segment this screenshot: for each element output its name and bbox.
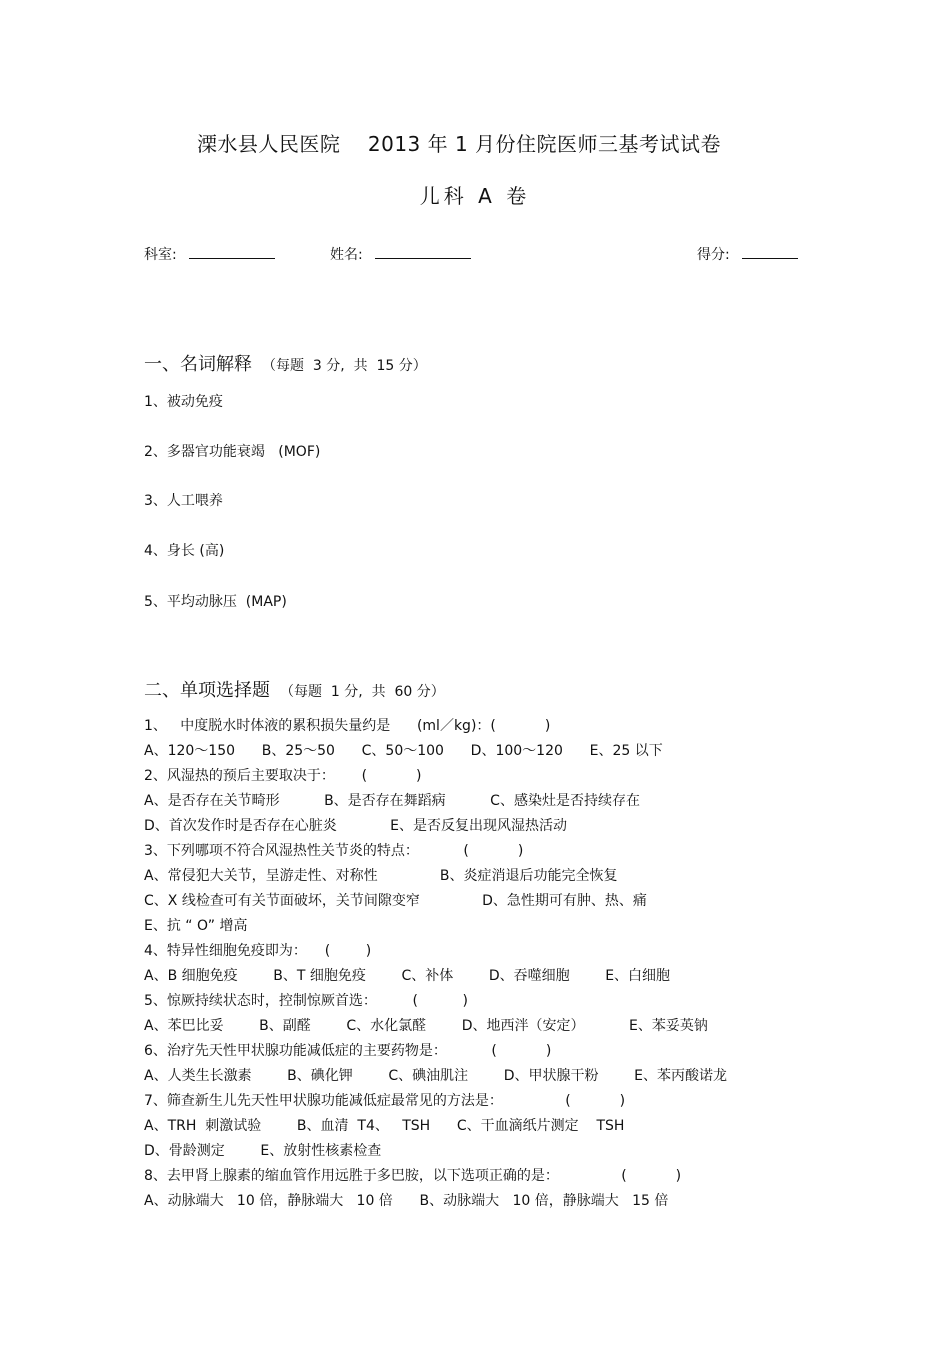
section2-note: （每题 1 分, 共 60 分） <box>280 684 445 700</box>
dept-label: 科室: <box>144 247 177 263</box>
score-blank[interactable] <box>742 244 798 259</box>
question-line: 7、筛查新生儿先天性甲状腺功能减低症最常见的方法是： ( ) <box>144 1093 626 1109</box>
option-line: D、首次发作时是否存在心脏炎 E、是否反复出现风湿热活动 <box>144 818 568 834</box>
exam-title: 溧水县人民医院 2013 年 1 月份住院医师三基考试试卷 <box>196 132 722 156</box>
option-line: A、动脉端大 10 倍，静脉端大 10 倍 B、动脉端大 10 倍，静脉端大 15 倍 <box>144 1193 669 1209</box>
option-line: A、是否存在关节畸形 B、是否存在舞蹈病 C、感染灶是否持续存在 <box>144 793 640 809</box>
question-line: 3、下列哪项不符合风湿热性关节炎的特点： ( ) <box>144 843 524 859</box>
section1-heading <box>144 350 427 376</box>
term-item: 4、身长 (高) <box>144 543 225 559</box>
term-item: 5、平均动脉压 (MAP) <box>144 594 287 610</box>
option-line: A、TRH 刺激试验 B、血清 T4、 TSH C、干血滴纸片测定 TSH <box>144 1118 625 1134</box>
option-line: E、抗 “ O” 增高 <box>144 918 248 934</box>
question-line: 5、惊厥持续状态时，控制惊厥首选： ( ) <box>144 993 468 1009</box>
question-line: 4、特异性细胞免疫即为： ( ) <box>144 943 372 959</box>
score-label: 得分: <box>697 247 730 263</box>
question-line: 2、风湿热的预后主要取决于： ( ) <box>144 768 422 784</box>
option-line: A、120～150 B、25～50 C、50～100 D、100～120 E、25 以下 <box>144 743 663 759</box>
score-field[interactable] <box>697 244 798 264</box>
name-label: 姓名: <box>330 247 363 263</box>
option-line: D、骨龄测定 E、放射性核素检查 <box>144 1143 382 1159</box>
option-line: A、苯巴比妥 B、副醛 C、水化氯醛 D、地西泮（安定） E、苯妥英钠 <box>144 1018 708 1034</box>
name-field[interactable] <box>330 244 471 264</box>
question-line: 8、去甲肾上腺素的缩血管作用远胜于多巴胺，以下选项正确的是： ( ) <box>144 1168 682 1184</box>
term-item: 1、被动免疫 <box>144 394 223 410</box>
name-blank[interactable] <box>375 244 471 259</box>
dept-blank[interactable] <box>189 244 275 259</box>
term-item: 2、多器官功能衰竭 (MOF) <box>144 444 321 460</box>
section2-title: 二、单项选择题 <box>144 680 270 701</box>
option-line: A、B 细胞免疫 B、T 细胞免疫 C、补体 D、吞噬细胞 E、白细胞 <box>144 968 671 984</box>
exam-subtitle: 儿科 A 卷 <box>419 184 531 208</box>
question-line: 1、 中度脱水时体液的累积损失量约是 (ml／kg)：( ) <box>144 718 551 734</box>
section1-title: 一、名词解释 <box>144 354 252 375</box>
dept-field[interactable] <box>144 244 275 264</box>
section1-note: （每题 3 分, 共 15 分） <box>262 358 427 374</box>
option-line: A、常侵犯大关节，呈游走性、对称性 B、炎症消退后功能完全恢复 <box>144 868 618 884</box>
option-line: C、X 线检查可有关节面破坏，关节间隙变窄 D、急性期可有肿、热、痛 <box>144 893 647 909</box>
question-line: 6、治疗先天性甲状腺功能减低症的主要药物是： ( ) <box>144 1043 552 1059</box>
option-line: A、人类生长激素 B、碘化钾 C、碘油肌注 D、甲状腺干粉 E、苯丙酸诺龙 <box>144 1068 727 1084</box>
term-item: 3、人工喂养 <box>144 493 223 509</box>
section2-heading <box>144 676 445 702</box>
